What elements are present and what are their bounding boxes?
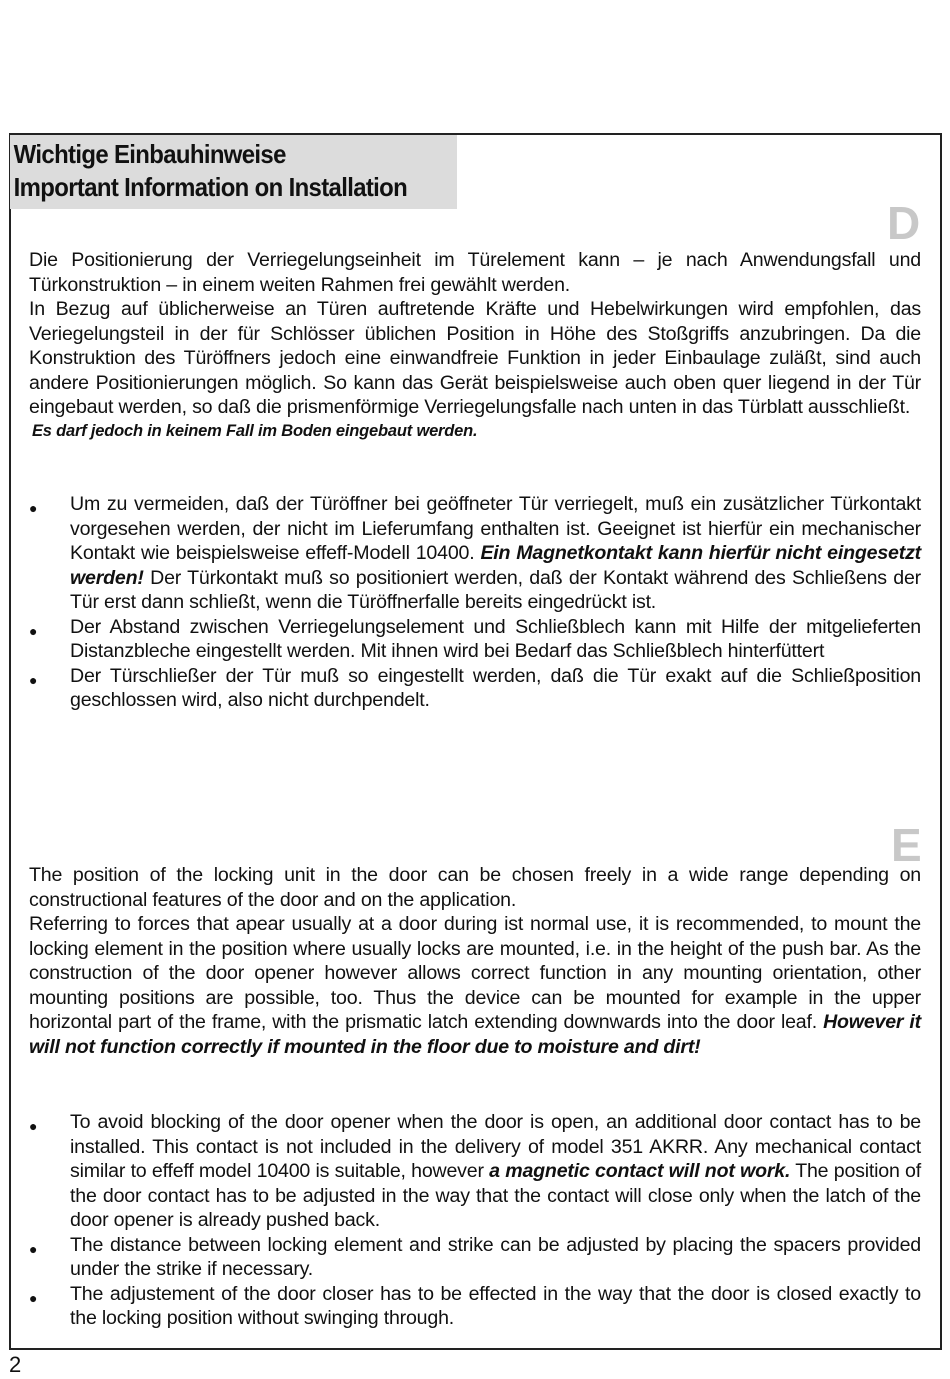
bullet-icon: ● [29, 500, 38, 516]
de-paragraph-2: In Bezug auf üblicherweise an Türen auftretende Kräfte und Hebelwirkungen wird empfohlen, das Veriegelungsteil in der für Schlösser üblichen Position in Höhe des Stoßgriffs anzubringen. Da die Konstruktion des Türöffners jedoch eine einwandfreie Funktion in jeder Einbaulage zuläßt, sind auch andere Positionierungen möglich. So kann das Gerät beispielsweise auch oben quer liegend in der Tür eingebaut werden, so daß die prismenförmige Verriegelungsfalle nach unten in das Türblatt ausschließt. [29, 298, 921, 418]
language-marker-de: D [887, 197, 921, 249]
page-number: 2 [9, 1352, 22, 1377]
bullet-icon: ● [29, 1289, 38, 1306]
de-paragraph-1: Die Positionierung der Verriegelungseinheit im Türelement kann – je nach Anwendungsfall und Türkonstruktion – in einem weiten Rahmen frei gewählt werden. [29, 249, 921, 296]
german-section [29, 248, 921, 442]
english-bullets [29, 1110, 921, 1331]
bullet-icon: ● [29, 1118, 38, 1134]
english-section [29, 863, 921, 1059]
section-header [10, 135, 457, 209]
en-bullet-door-closer: ● The adjustement of the door closer has to be effected in the way that the door is closed exactly to the locking position without swinging through. [29, 1282, 921, 1329]
language-marker-en: E [891, 819, 922, 871]
header-title-de: Wichtige Einbauhinweise [13, 139, 286, 169]
en-bullet-door-contact: ● To avoid blocking of the door opener when the door is open, an additional door contact has to be installed. This contact is not included in the delivery of model 351 AKRR. Any mechanical contact similar to effeff model 10400 is suitable, however a magnetic contact will not work. The position of the door contact has to be adjusted in the way that the contact will close only when the latch of the door opener is already pushed back. [29, 1111, 921, 1231]
bullet-icon: ● [29, 622, 38, 639]
en-paragraph-2: Referring to forces that apear usually at a door during ist normal use, it is recommended, to mount the locking element in the position where usually locks are mounted, i.e. in the height of the push bar. As the construction of the door opener however allows correct function in any mounting orientation, other mounting positions are possible, too. Thus the device can be mounted for example in the upper horizontal part of the frame, with the prismatic latch extending downwards into the door leaf. However it will not function correctly if mounted in the floor due to moisture and dirt! [29, 913, 921, 1058]
german-bullets [29, 492, 921, 713]
de-bullet-door-contact: ● Um zu vermeiden, daß der Türöffner bei geöffneter Tür verriegelt, muß ein zusätzlicher Türkontakt vorgesehen werden, der nicht im Lieferumfang enthalten ist. Geeignet ist hierfür ein mechanischer Kontakt wie beispielsweise effeff-Modell 10400. Ein Magnetkontakt kann hierfür nicht eingesetzt werden! Der Türkontakt muß so positioniert werden, daß der Kontakt während des Schließens der Tür erst dann schließt, wenn die Türöffnerfalle bereits eingedrückt ist. [29, 493, 921, 613]
bullet-icon: ● [29, 671, 38, 688]
de-bullet-door-closer: ● Der Türschließer der Tür muß so eingestellt werden, daß die Tür exakt auf die Schließposition geschlossen wird, also nicht durchpendelt. [29, 664, 921, 711]
en-bullet-spacers: ● The distance between locking element and strike can be adjusted by placing the spacers provided under the strike if necessary. [29, 1233, 921, 1280]
bullet-icon: ● [29, 1240, 38, 1257]
en-paragraph-1: The position of the locking unit in the door can be chosen freely in a wide range depending on constructional features of the door and on the application. [29, 864, 921, 911]
header-title-en: Important Information on Installation [13, 172, 408, 202]
de-bullet-spacers: ● Der Abstand zwischen Verriegelungselement und Schließblech kann mit Hilfe der mitgelieferten Distanzbleche eingestellt werden. Mit ihnen wird bei Bedarf das Schließblech hinterfüttert [29, 615, 921, 662]
de-warning-note: Es darf jedoch in keinem Fall im Boden eingebaut werden. [32, 421, 478, 440]
